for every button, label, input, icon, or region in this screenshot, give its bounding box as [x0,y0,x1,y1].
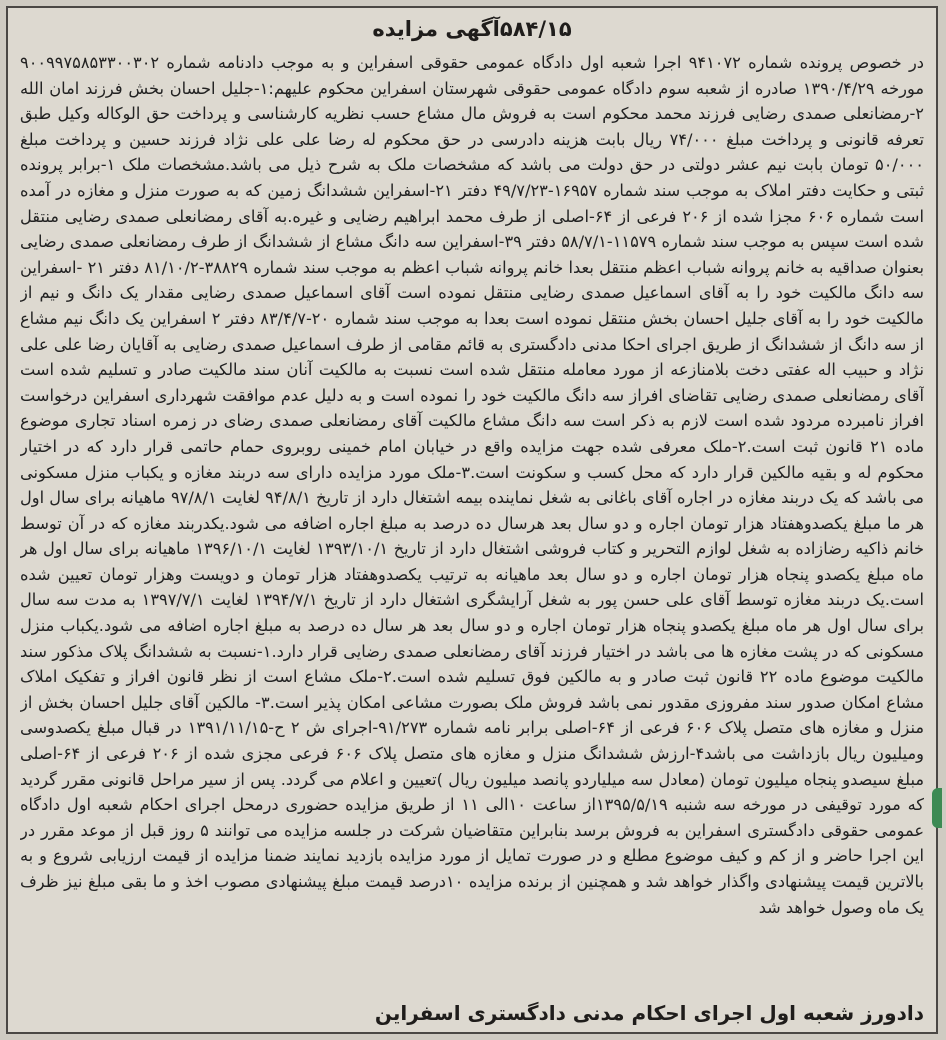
notice-signature: دادورز شعبه اول اجرای احکام مدنی دادگستری اسفراین [374,1001,924,1025]
notice-body: در خصوص پرونده شماره ۹۴۱۰۷۲ اجرا شعبه اول دادگاه عمومی حقوقی اسفراین و به موجب دادنامه شماره ۹۰۰۹۹۷۵۸۵۳۳۰۰۳۰۲ مورخه ۱۳۹۰/۴/۲۹ صادره از شعبه سوم دادگاه عمومی حقوقی شهرستان اسفراین محکوم علیهم:۱-جلیل احسان بخش فرزند امان الله ۲-رمضانعلی صمدی رضایی فرزند محمد محکوم است به فروش مال مشاع حسب نظریه کارشناسی و پرداخت حق الوکاله وکیل طبق تعرفه قانونی و پرداخت مبلغ ۷۴/۰۰۰ ریال بابت هزینه دادرسی در حق محکوم له رضا علی علی نژاد فرزند حسین و پرداخت مبلغ ۵۰/۰۰۰ تومان بابت نیم عشر دولتی در حق دولت می باشد که مشخصات ملک به شرح ذیل می باشد.مشخصات ملک ۱-برابر پرونده ثبتی و حکایت دفتر املاک به موجب سند شماره ۱۶۹۵۷-۴۹/۷/۲۳ دفتر ۲۱-اسفراین ششدانگ زمین که به صورت منزل و مغازه در آمده است شماره ۶۰۶ مجزا شده از ۲۰۶ فرعی از ۶۴-اصلی از طرف محمد ابراهیم رضایی و غیره.به آقای رمضانعلی صمدی رضایی منتقل شده است سپس به موجب سند شماره ۱۱۵۷۹-۵۸/۷/۱ دفتر ۳۹-اسفراین سه دانگ مشاع از ششدانگ از طرف رمضانعلی صمدی رضایی بعنوان صداقیه به خانم پروانه شباب اعظم منتقل بعدا خانم پروانه شباب اعظم به موجب سند شماره ۳۸۸۲۹-۸۱/۱۰/۲ دفتر ۲۱ -اسفراین سه دانگ مالکیت خود را به آقای اسماعیل صمدی رضایی منتقل نموده است آقای اسماعیل صمدی رضایی مقدار یک دانگ و نیم از مالکیت خود را به آقای جلیل احسان بخش منتقل نموده است بعدا به موجب سند شماره ۲۰-۸۳/۴/۷ دفتر ۲ اسفراین یک دانگ نیم مشاع از سه دانگ از ششدانگ از طریق اجرای احکا مدنی دادگستری به قائم مقامی از طرف اسماعیل صمدی رضایی به آقایان رضا علی علی نژاد و حبیب اله عفتی دخت بلامنازعه از مورد معامله منتقل شده است نسبت به مالکیت آنان سند مالکیت صادر و تسلیم شده است آقای رمضانعلی صمدی رضایی تقاضای افراز سه دانگ مالکیت خود را نموده است و به دلیل عدم موافقت شهرداری اسفراین درخواست افراز نامبرده مردود شده است لازم به ذکر است سه دانگ مشاع مالکیت آقای رمضانعلی صمدی رضای در زمره اسناد تجاری موضوع ماده ۲۱ قانون ثبت است.۲-ملک معرفی شده جهت مزایده واقع در خیابان امام خمینی روبروی حمام حاتمی قرار دارد که در اختیار محکوم له و بقیه مالکین قرار دارد که محل کسب و سکونت است.۳-ملک مورد مزایده دارای سه دربند مغازه و یکباب منزل مسکونی می باشد که یک دربند مغازه در اجاره آقای باغانی به شغل نماینده بیمه اشتغال دارد از تاریخ ۹۴/۸/۱ لغایت ۹۷/۸/۱ ماهیانه برای سال اول هر ما مبلغ یکصدوهفتاد هزار تومان اجاره و دو سال بعد هرسال ده درصد به مبلغ اجاره اضافه می شود.یکدربند مغازه که در آن توسط خانم ذاکیه رضازاده به شغل لوازم التحریر و کتاب فروشی اشتغال دارد از تاریخ ۱۳۹۳/۱۰/۱ لغایت ۱۳۹۶/۱۰/۱ ماهیانه برای سال اول هر ماه مبلغ یکصدو پنجاه هزار تومان اجاره و دو سال بعد ماهیانه به ترتیب یکصدوهفتاد هزار تومان و دویست وهزار تومان تعیین شده است.یک دربند مغازه توسط آقای علی حسن پور به شغل آرایشگری اشتغال دارد از تاریخ ۱۳۹۴/۷/۱ لغایت ۱۳۹۷/۷/۱ به مدت سه سال برای سال اول هر ماه مبلغ یکصدو پنجاه هزار تومان اجاره و دو سال بعد هر سال ده درصد به مبلغ اجاره اضافه می شود.یکباب منزل مسکونی که در پشت مغازه ها می باشد در اختیار فرزند آقای رمضانعلی صمدی رضایی قرار دارد.۱-نسبت به ششدانگ پلاک مذکور سند مالکیت موضوع ماده ۲۲ قانون ثبت صادر و به مالکین فوق تسلیم شده است.۲-ملک مشاع است از نظر قانون افراز و تفکیک املاک مشاع امکان صدور سند مفروزی مقدور نمی باشد فروش ملک بصورت مشاعی امکان پذیر است.۳- مالکین آقای جلیل احسان بخش از منزل و مغازه های متصل پلاک ۶۰۶ فرعی از ۶۴-اصلی برابر نامه شماره ۹۱/۲۷۳-اجرای ش ۲ ح-۱۳۹۱/۱۱/۱۵ در قبال مبلغ یکصدوسی ومیلیون ریال بازداشت می باشد۴-ارزش ششدانگ منزل و مغازه های متصل پلاک ۶۰۶ فرعی مجزی شده از ۲۰۶ فرعی از ۶۴-اصلی مبلغ سیصدو پنجاه میلیون تومان (معادل سه میلیاردو پانصد میلیون ریال )تعیین و اعلام می گردد. پس از سیر مراحل قانونی مقرر گردید که مورد توقیفی در مورخه سه شنبه ۱۳۹۵/۵/۱۹از ساعت ۱۰الی ۱۱ از طریق مزایده حضوری درمحل اجرای احکام شعبه اول دادگاه عمومی حقوقی دادگستری اسفراین به فروش برسد بنابراین متقاضیان شرکت در جلسه مزایده می توانند ۵ روز قبل از موعد مقرر در این اجرا حاضر و از کم و کیف موضوع مطلع و در صورت تمایل از مورد مزایده بازدید نمایند ضمنا مزایده از قیمت ارزیابی شروع و به بالاترین قیمت پیشنهادی واگذار خواهد شد و همچنین از برنده مزایده ۱۰درصد قیمت مبلغ پیشنهادی مصوب اخذ و ما بقی مبلغ نیز ظرف یک ماه وصول خواهد شد [20,53,924,917]
green-edge-mark [932,788,942,828]
notice-title: ۵۸۴/۱۵آگهی مزایده [372,17,572,41]
auction-notice [6,6,938,1034]
